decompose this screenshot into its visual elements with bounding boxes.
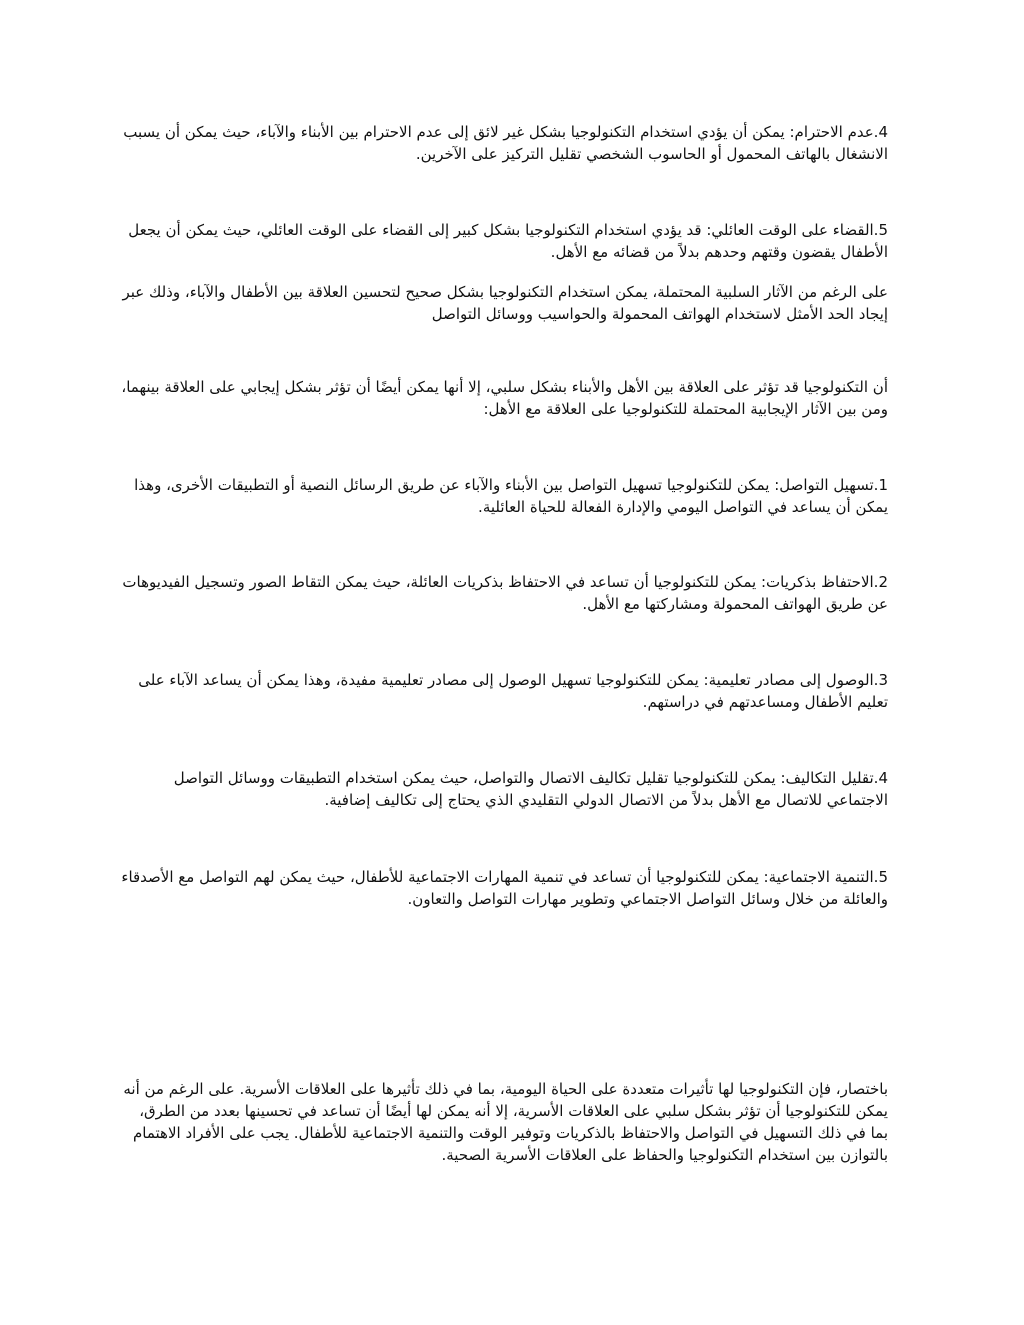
paragraph-educational-resources: 3.الوصول إلى مصادر تعليمية: يمكن للتكنولوجيا تسهيل الوصول إلى مصادر تعليمية مفيدة، وهذا يمكن أن يساعد الآباء على تعليم الأطفال ومساعدتهم في دراستهم. [138, 671, 888, 711]
paragraph-disrespect: 4.عدم الاحترام: يمكن أن يؤدي استخدام التكنولوجيا بشكل غير لائق إلى عدم الاحترام بين الأبناء والآباء، حيث يمكن أن يسبب الانشغال بالهاتف المحمول أو الحاسوب الشخصي تقليل التركيز على الآخرين. [123, 123, 888, 163]
paragraph-social-development: 5.التنمية الاجتماعية: يمكن للتكنولوجيا أن تساعد في تنمية المهارات الاجتماعية للأطفال، حيث يمكن لهم التواصل مع الأصدقاء والعائلة من خلال وسائل التواصل الاجتماعي وتطوير مهارات التواصل والتعاون. [121, 868, 888, 908]
paragraph-keeping-memories: 2.الاحتفاظ بذكريات: يمكن للتكنولوجيا أن تساعد في الاحتفاظ بذكريات العائلة، حيث يمكن التقاط الصور وتسجيل الفيديوهات عن طريق الهواتف المحمولة ومشاركتها مع الأهل. [122, 573, 888, 613]
paragraph-family-time: 5.القضاء على الوقت العائلي: قد يؤدي استخدام التكنولوجيا بشكل كبير إلى القضاء على الوقت العائلي، حيث يمكن أن يجعل الأطفال يقضون وقتهم وحدهم بدلاً من قضائه مع الأهل. [128, 221, 888, 261]
paragraph-positive-effects-intro: أن التكنولوجيا قد تؤثر على العلاقة بين الأهل والأبناء بشكل سلبي، إلا أنها يمكن أيضًا أن تؤثر بشكل إيجابي على العلاقة بينهما، ومن بين الآثار الإيجابية المحتملة للتكنولوجيا على العلاقة مع الأهل: [121, 378, 888, 418]
paragraph-despite-negatives: على الرغم من الآثار السلبية المحتملة، يمكن استخدام التكنولوجيا بشكل صحيح لتحسين العلاقة بين الأطفال والآباء، وذلك عبر إيجاد الحد الأمثل لاستخدام الهواتف المحمولة والحواسيب ووسائل التواصل [122, 283, 888, 323]
paragraph-summary: باختصار، فإن التكنولوجيا لها تأثيرات متعددة على الحياة اليومية، بما في ذلك تأثيرها على العلاقات الأسرية. على الرغم من أنه يمكن للتكنولوجيا أن تؤثر بشكل سلبي على العلاقات الأسرية، إلا أنه يمكن لها أيضًا أن تساعد في تحسينها بعدد من الطرق، بما في ذلك التسهيل في التواصل والاحتفاظ بالذكريات وتوفير الوقت والتنمية الاجتماعية للأطفال. يجب على الأفراد الاهتمام بالتوازن بين استخدام التكنولوجيا والحفاظ على العلاقات الأسرية الصحية. [123, 1080, 888, 1164]
paragraph-reducing-costs: 4.تقليل التكاليف: يمكن للتكنولوجيا تقليل تكاليف الاتصال والتواصل، حيث يمكن استخدام التطبيقات ووسائل التواصل الاجتماعي للاتصال مع الأهل بدلاً من الاتصال الدولي التقليدي الذي يحتاج إلى تكاليف إضافية. [173, 769, 888, 809]
paragraph-easier-communication: 1.تسهيل التواصل: يمكن للتكنولوجيا تسهيل التواصل بين الأبناء والآباء عن طريق الرسائل النصية أو التطبيقات الأخرى، وهذا يمكن أن يساعد في التواصل اليومي والإدارة الفعالة للحياة العائلية. [134, 476, 888, 516]
